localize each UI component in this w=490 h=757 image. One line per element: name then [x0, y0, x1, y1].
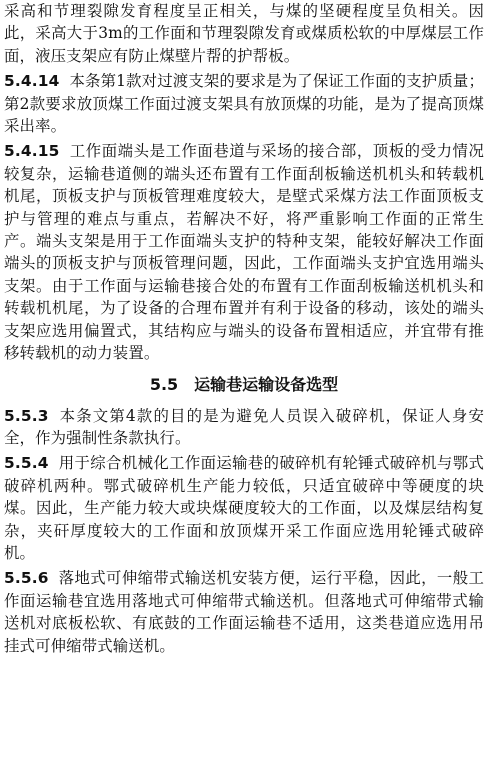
clause-5-5-6 — [4, 567, 484, 657]
clause-5-4-15 — [4, 140, 484, 364]
clause-number: 5.5.6 — [4, 569, 49, 588]
section-number: 5.5 — [149, 374, 179, 394]
clause-number: 5.5.4 — [4, 454, 49, 473]
clause-text: 本条第1款对过渡支架的要求是为了保证工作面的支护质量；第2款要求放顶煤工作面过渡支架具有放顶煤的功能，是为了提高顶煤采出率。 — [4, 72, 484, 136]
document-page — [4, 0, 484, 657]
clause-text: 工作面端头是工作面巷道与采场的接合部，顶板的受力情况较复杂，运输巷道侧的端头还布置有工作面刮板输送机机头和转载机机尾，顶板支护与顶板管理难度较大，是壁式采煤方法工作面顶板支护与管理的难点与重点，若解决不好，将严重影响工作面的正常生产。端头支架是用于工作面端头支护的特种支架，能较好解决工作面端头的顶板支护与顶板管理问题，因此，工作面端头支护宜选用端头支架。由于工作面与运输巷接合处的布置有工作面刮板输送机机头和转载机机尾，为了设备的合理布置并有利于设备的移动，该处的端头支架应选用偏置式，其结构应与端头的设备布置相适应，并宜带有推移转载机的动力装置。 — [4, 142, 484, 363]
clause-number: 5.4.15 — [4, 142, 60, 161]
section-heading — [4, 374, 484, 396]
clause-5-4-14 — [4, 70, 484, 137]
clause-text: 用于综合机械化工作面运输巷的破碎机有轮锤式破碎机与鄂式破碎机两种。鄂式破碎机生产能力较低，只适宜破碎中等硬度的块煤。因此，生产能力较大或块煤硬度较大的工作面，以及煤层结构复杂，夹矸厚度较大的工作面和放顶煤开采工作面应选用轮锤式破碎机。 — [4, 454, 484, 562]
clause-5-5-4 — [4, 452, 484, 564]
paragraph-continuation: 采高和节理裂隙发育程度呈正相关，与煤的坚硬程度呈负相关。因此，采高大于3m的工作面和节理裂隙发育或煤质松软的中厚煤层工作面，液压支架应有防止煤壁片帮的护帮板。 — [4, 2, 484, 65]
clause-text: 本条文第4款的目的是为避免人员误入破碎机，保证人身安全，作为强制性条款执行。 — [4, 406, 484, 447]
clause-text: 落地式可伸缩带式输送机安装方便，运行平稳，因此，一般工作面运输巷宜选用落地式可伸缩带式输送机。但落地式可伸缩带式输送机对底板松软、有底鼓的工作面运输巷不适用，这类巷道应选用吊挂式可伸缩带式输送机。 — [4, 569, 484, 655]
clause-number: 5.4.14 — [4, 72, 60, 91]
clause-5-5-3 — [4, 405, 484, 450]
clause-number: 5.5.3 — [4, 406, 49, 425]
section-title: 运输巷运输设备选型 — [194, 374, 339, 394]
